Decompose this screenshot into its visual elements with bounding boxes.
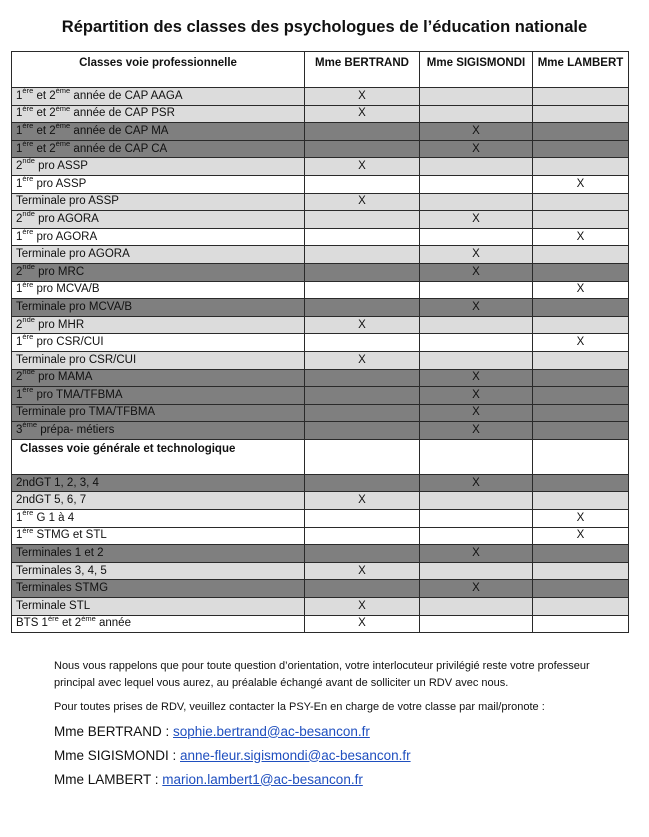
mark-bertrand: X bbox=[305, 158, 420, 176]
table-header-row bbox=[12, 52, 629, 88]
mark-bertrand bbox=[305, 474, 420, 492]
mark-sigismondi bbox=[420, 492, 533, 510]
class-label: 1ère STMG et STL bbox=[12, 527, 305, 545]
mark-lambert: X bbox=[533, 281, 629, 299]
mark-sigismondi bbox=[420, 562, 533, 580]
mark-sigismondi bbox=[420, 175, 533, 193]
mark-sigismondi bbox=[420, 615, 533, 633]
class-label: Terminales STMG bbox=[12, 580, 305, 598]
class-label: 1ère pro TMA/TFBMA bbox=[12, 387, 305, 405]
mark-sigismondi bbox=[420, 281, 533, 299]
empty-cell bbox=[305, 439, 420, 474]
mark-bertrand bbox=[305, 387, 420, 405]
mark-bertrand: X bbox=[305, 598, 420, 616]
mark-sigismondi bbox=[420, 88, 533, 106]
class-label: BTS 1ère et 2ème année bbox=[12, 615, 305, 633]
mark-sigismondi: X bbox=[420, 299, 533, 317]
class-label: 1ère et 2ème année de CAP MA bbox=[12, 123, 305, 141]
mark-sigismondi: X bbox=[420, 422, 533, 440]
table-row bbox=[12, 404, 629, 422]
mark-bertrand bbox=[305, 140, 420, 158]
class-label: 2nde pro MHR bbox=[12, 316, 305, 334]
mark-bertrand bbox=[305, 369, 420, 387]
mark-bertrand: X bbox=[305, 615, 420, 633]
table-row bbox=[12, 246, 629, 264]
mark-bertrand bbox=[305, 510, 420, 528]
mark-bertrand bbox=[305, 422, 420, 440]
notes-section bbox=[54, 658, 594, 796]
table-row bbox=[12, 422, 629, 440]
mark-sigismondi bbox=[420, 351, 533, 369]
contact-list bbox=[54, 724, 594, 788]
mark-sigismondi: X bbox=[420, 211, 533, 229]
section-label-general: Classes voie générale et technologique bbox=[12, 439, 305, 474]
mark-bertrand bbox=[305, 175, 420, 193]
mark-bertrand bbox=[305, 545, 420, 563]
mark-sigismondi bbox=[420, 510, 533, 528]
mark-sigismondi: X bbox=[420, 580, 533, 598]
mark-sigismondi: X bbox=[420, 123, 533, 141]
class-label: 2nde pro MRC bbox=[12, 263, 305, 281]
mark-bertrand: X bbox=[305, 351, 420, 369]
mark-bertrand bbox=[305, 404, 420, 422]
class-label: Terminales 3, 4, 5 bbox=[12, 562, 305, 580]
mark-lambert bbox=[533, 404, 629, 422]
class-label: 1ère G 1 à 4 bbox=[12, 510, 305, 528]
contact-email-link[interactable]: marion.lambert1@ac-besancon.fr bbox=[162, 771, 363, 787]
table-row bbox=[12, 492, 629, 510]
contact-name: Mme BERTRAND : bbox=[54, 723, 174, 739]
class-label: Terminale pro TMA/TFBMA bbox=[12, 404, 305, 422]
mark-sigismondi bbox=[420, 193, 533, 211]
table-row bbox=[12, 598, 629, 616]
mark-lambert bbox=[533, 299, 629, 317]
class-label: 1ère pro CSR/CUI bbox=[12, 334, 305, 352]
mark-bertrand bbox=[305, 334, 420, 352]
mark-lambert bbox=[533, 474, 629, 492]
contact-instructions: Pour toutes prises de RDV, veuillez contacter la PSY-En en charge de votre classe par mail/pronote : bbox=[54, 701, 545, 713]
contact-line bbox=[54, 748, 594, 764]
mark-lambert bbox=[533, 580, 629, 598]
class-label: 1ère pro AGORA bbox=[12, 228, 305, 246]
mark-sigismondi: X bbox=[420, 263, 533, 281]
mark-bertrand bbox=[305, 263, 420, 281]
mark-lambert bbox=[533, 615, 629, 633]
table-row bbox=[12, 316, 629, 334]
mark-bertrand bbox=[305, 580, 420, 598]
mark-lambert bbox=[533, 211, 629, 229]
mark-bertrand bbox=[305, 299, 420, 317]
table-row bbox=[12, 474, 629, 492]
mark-lambert bbox=[533, 562, 629, 580]
table-row bbox=[12, 615, 629, 633]
mark-lambert bbox=[533, 246, 629, 264]
table-row bbox=[12, 562, 629, 580]
table-row bbox=[12, 387, 629, 405]
mark-bertrand bbox=[305, 246, 420, 264]
table-row bbox=[12, 510, 629, 528]
mark-sigismondi: X bbox=[420, 246, 533, 264]
mark-sigismondi: X bbox=[420, 404, 533, 422]
mark-bertrand: X bbox=[305, 316, 420, 334]
mark-sigismondi: X bbox=[420, 140, 533, 158]
table-row bbox=[12, 351, 629, 369]
table-row bbox=[12, 158, 629, 176]
mark-sigismondi bbox=[420, 105, 533, 123]
reminder-text: Nous vous rappelons que pour toute question d’orientation, votre interlocuteur privilégié reste votre professeur principal avec lequel vous aurez, au préalable échangé avant de solliciter un RDV avec nous. bbox=[54, 660, 590, 689]
mark-lambert bbox=[533, 387, 629, 405]
mark-lambert bbox=[533, 598, 629, 616]
mark-sigismondi: X bbox=[420, 369, 533, 387]
table-row bbox=[12, 545, 629, 563]
class-label: 1ère pro ASSP bbox=[12, 175, 305, 193]
class-label: 2ndGT 5, 6, 7 bbox=[12, 492, 305, 510]
empty-cell bbox=[420, 439, 533, 474]
mark-bertrand bbox=[305, 527, 420, 545]
class-label: 2nde pro AGORA bbox=[12, 211, 305, 229]
contact-line bbox=[54, 772, 594, 788]
class-label: 3ème prépa- métiers bbox=[12, 422, 305, 440]
mark-lambert: X bbox=[533, 175, 629, 193]
empty-cell bbox=[533, 439, 629, 474]
mark-lambert bbox=[533, 193, 629, 211]
contact-email-link[interactable]: anne-fleur.sigismondi@ac-besancon.fr bbox=[180, 747, 411, 763]
mark-sigismondi bbox=[420, 158, 533, 176]
mark-bertrand: X bbox=[305, 492, 420, 510]
contact-name: Mme SIGISMONDI : bbox=[54, 747, 181, 763]
mark-lambert: X bbox=[533, 334, 629, 352]
mark-lambert bbox=[533, 545, 629, 563]
header-sigismondi: Mme SIGISMONDI bbox=[420, 52, 533, 88]
table-row bbox=[12, 88, 629, 106]
mark-bertrand bbox=[305, 211, 420, 229]
mark-lambert bbox=[533, 140, 629, 158]
table-row bbox=[12, 299, 629, 317]
class-label: 1ère et 2ème année de CAP CA bbox=[12, 140, 305, 158]
table-row bbox=[12, 123, 629, 141]
mark-bertrand bbox=[305, 123, 420, 141]
mark-sigismondi bbox=[420, 527, 533, 545]
mark-lambert: X bbox=[533, 527, 629, 545]
section-header-row bbox=[12, 439, 629, 474]
table-row bbox=[12, 140, 629, 158]
mark-lambert bbox=[533, 422, 629, 440]
table-row bbox=[12, 211, 629, 229]
header-bertrand: Mme BERTRAND bbox=[305, 52, 420, 88]
mark-lambert bbox=[533, 492, 629, 510]
table-body bbox=[12, 88, 629, 633]
mark-bertrand: X bbox=[305, 562, 420, 580]
mark-lambert bbox=[533, 158, 629, 176]
mark-sigismondi: X bbox=[420, 387, 533, 405]
table-row bbox=[12, 580, 629, 598]
table-row bbox=[12, 369, 629, 387]
mark-lambert: X bbox=[533, 228, 629, 246]
table-row bbox=[12, 334, 629, 352]
mark-sigismondi bbox=[420, 228, 533, 246]
contact-line bbox=[54, 724, 594, 740]
mark-lambert bbox=[533, 351, 629, 369]
class-label: Terminale pro AGORA bbox=[12, 246, 305, 264]
class-label: Terminale pro MCVA/B bbox=[12, 299, 305, 317]
table-row bbox=[12, 527, 629, 545]
mark-bertrand: X bbox=[305, 88, 420, 106]
class-label: 1ère et 2ème année de CAP AAGA bbox=[12, 88, 305, 106]
contact-email-link[interactable]: sophie.bertrand@ac-besancon.fr bbox=[173, 723, 370, 739]
table-row bbox=[12, 193, 629, 211]
mark-bertrand bbox=[305, 281, 420, 299]
table-row bbox=[12, 105, 629, 123]
class-assignment-table bbox=[11, 51, 629, 633]
class-label: 1ère et 2ème année de CAP PSR bbox=[12, 105, 305, 123]
table-row bbox=[12, 228, 629, 246]
mark-lambert bbox=[533, 369, 629, 387]
mark-bertrand: X bbox=[305, 105, 420, 123]
class-label: Terminale pro CSR/CUI bbox=[12, 351, 305, 369]
mark-sigismondi bbox=[420, 316, 533, 334]
mark-sigismondi: X bbox=[420, 545, 533, 563]
table-row bbox=[12, 263, 629, 281]
table-row bbox=[12, 175, 629, 193]
class-label: Terminale STL bbox=[12, 598, 305, 616]
mark-lambert bbox=[533, 105, 629, 123]
mark-lambert bbox=[533, 263, 629, 281]
mark-lambert bbox=[533, 316, 629, 334]
header-classes-pro: Classes voie professionnelle bbox=[12, 52, 305, 88]
class-label: 2nde pro MAMA bbox=[12, 369, 305, 387]
page-title: Répartition des classes des psychologues de l’éducation nationale bbox=[61, 18, 588, 36]
table-row bbox=[12, 281, 629, 299]
mark-bertrand: X bbox=[305, 193, 420, 211]
mark-lambert: X bbox=[533, 510, 629, 528]
class-label: 2nde pro ASSP bbox=[12, 158, 305, 176]
header-lambert: Mme LAMBERT bbox=[533, 52, 629, 88]
class-label: Terminales 1 et 2 bbox=[12, 545, 305, 563]
mark-sigismondi bbox=[420, 598, 533, 616]
class-label: 1ère pro MCVA/B bbox=[12, 281, 305, 299]
class-label: Terminale pro ASSP bbox=[12, 193, 305, 211]
mark-sigismondi: X bbox=[420, 474, 533, 492]
mark-bertrand bbox=[305, 228, 420, 246]
mark-lambert bbox=[533, 88, 629, 106]
mark-sigismondi bbox=[420, 334, 533, 352]
mark-lambert bbox=[533, 123, 629, 141]
contact-name: Mme LAMBERT : bbox=[54, 771, 163, 787]
class-label: 2ndGT 1, 2, 3, 4 bbox=[12, 474, 305, 492]
